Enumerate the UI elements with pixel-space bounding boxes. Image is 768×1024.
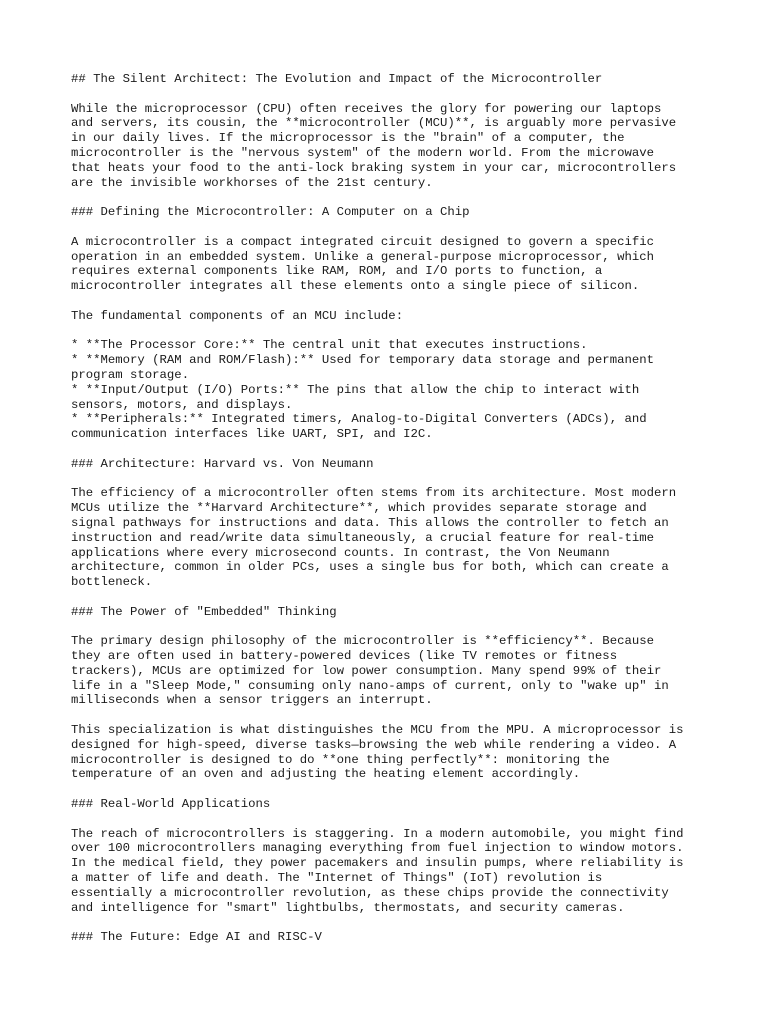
paragraph-line: signal pathways for instructions and data. This allows the controller to fetch an (71, 515, 669, 530)
components-intro: The fundamental components of an MCU include: (71, 308, 404, 323)
section-heading-embedded: ### The Power of "Embedded" Thinking (71, 604, 337, 619)
intro-line: and servers, its cousin, the **microcontroller (MCU)**, is arguably more pervasive (71, 116, 677, 131)
section-heading-architecture: ### Architecture: Harvard vs. Von Neumann (71, 456, 374, 471)
paragraph-line: trackers), MCUs are optimized for low power consumption. Many spend 99% of their (71, 663, 662, 678)
paragraph-line: life in a "Sleep Mode," consuming only nano-amps of current, only to "wake up" in (71, 678, 669, 693)
section-heading-applications: ### Real-World Applications (71, 797, 271, 812)
spacer (71, 812, 711, 827)
list-item: * **Peripherals:** Integrated timers, Analog-to-Digital Converters (ADCs), and (71, 412, 647, 427)
paragraph-line: designed for high-speed, diverse tasks—browsing the web while rendering a video. A (71, 737, 677, 752)
paragraph-line: milliseconds when a sensor triggers an interrupt. (71, 693, 433, 708)
paragraph-line: The reach of microcontrollers is staggering. In a modern automobile, you might find (71, 826, 684, 841)
components-list (71, 338, 711, 442)
paragraph-line: essentially a microcontroller revolution, as these chips provide the connectivity (71, 885, 669, 900)
paragraph-line: temperature of an oven and adjusting the heating element accordingly. (71, 767, 581, 782)
spacer (71, 324, 711, 339)
list-item: * **Input/Output (I/O) Ports:** The pins that allow the chip to interact with (71, 382, 640, 397)
section-heading-defining: ### Defining the Microcontroller: A Computer on a Chip (71, 205, 470, 220)
paragraph-line: instruction and read/write data simultaneously, a crucial feature for real-time (71, 530, 654, 545)
spacer (71, 442, 711, 457)
paragraph-line: they are often used in battery-powered devices (like TV remotes or fitness (71, 649, 618, 664)
paragraph-line: and intelligence for "smart" lightbulbs, thermostats, and security cameras. (71, 900, 625, 915)
list-item: sensors, motors, and displays. (71, 397, 293, 412)
intro-paragraph (71, 102, 711, 191)
intro-line: While the microprocessor (CPU) often receives the glory for powering our laptops (71, 101, 662, 116)
spacer (71, 87, 711, 102)
paragraph-line: a matter of life and death. The "Internet of Things" (IoT) revolution is (71, 871, 603, 886)
list-item: program storage. (71, 367, 190, 382)
paragraph-line: operation in an embedded system. Unlike a general-purpose microprocessor, which (71, 249, 654, 264)
applications-paragraph (71, 827, 711, 916)
intro-line: in our daily lives. If the microprocessor is the "brain" of a computer, the (71, 131, 625, 146)
spacer (71, 220, 711, 235)
embedded-paragraph-1 (71, 634, 711, 708)
document-page (71, 72, 711, 945)
spacer (71, 619, 711, 634)
intro-line: microcontroller is the "nervous system" of the modern world. From the microwave (71, 145, 654, 160)
list-item: communication interfaces like UART, SPI, and I2C. (71, 427, 433, 442)
embedded-paragraph-2 (71, 723, 711, 782)
spacer (71, 294, 711, 309)
paragraph-line: The primary design philosophy of the microcontroller is **efficiency**. Because (71, 634, 654, 649)
paragraph-line: In the medical field, they power pacemakers and insulin pumps, where reliability is (71, 856, 684, 871)
intro-line: are the invisible workhorses of the 21st century. (71, 175, 433, 190)
paragraph-line: MCUs utilize the **Harvard Architecture**, which provides separate storage and (71, 501, 647, 516)
spacer (71, 782, 711, 797)
spacer (71, 190, 711, 205)
paragraph-line: The efficiency of a microcontroller often stems from its architecture. Most modern (71, 486, 677, 501)
spacer (71, 915, 711, 930)
paragraph-line: A microcontroller is a compact integrated circuit designed to govern a specific (71, 234, 654, 249)
paragraph-line: architecture, common in older PCs, uses a single bus for both, which can create a (71, 560, 669, 575)
spacer (71, 708, 711, 723)
paragraph-line: microcontroller integrates all these elements onto a single piece of silicon. (71, 279, 640, 294)
paragraph-line: This specialization is what distinguishes the MCU from the MPU. A microprocessor is (71, 723, 684, 738)
paragraph-line: bottleneck. (71, 575, 153, 590)
paragraph-line: requires external components like RAM, ROM, and I/O ports to function, a (71, 264, 603, 279)
list-item: * **The Processor Core:** The central unit that executes instructions. (71, 338, 588, 353)
defining-paragraph (71, 235, 711, 294)
paragraph-line: microcontroller is designed to do **one thing perfectly**: monitoring the (71, 752, 610, 767)
spacer (71, 472, 711, 487)
section-heading-future: ### The Future: Edge AI and RISC-V (71, 930, 322, 945)
list-item: * **Memory (RAM and ROM/Flash):** Used for temporary data storage and permanent (71, 353, 654, 368)
architecture-paragraph (71, 486, 711, 590)
paragraph-line: over 100 microcontrollers managing everything from fuel injection to window motors. (71, 841, 684, 856)
paragraph-line: applications where every microsecond counts. In contrast, the Von Neumann (71, 545, 610, 560)
document-title: ## The Silent Architect: The Evolution and Impact of the Microcontroller (71, 72, 603, 86)
intro-line: that heats your food to the anti-lock braking system in your car, microcontrollers (71, 160, 677, 175)
spacer (71, 590, 711, 605)
